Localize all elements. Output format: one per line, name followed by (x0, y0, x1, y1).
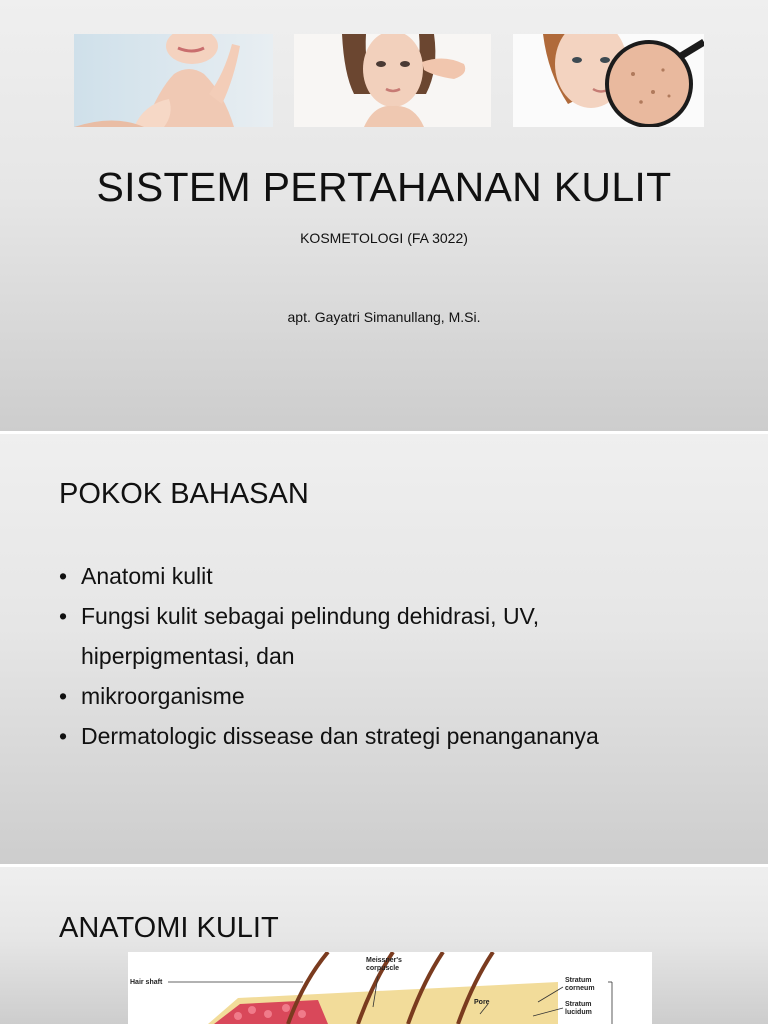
list-item-text: Dermatologic dissease dan strategi penangananya (81, 723, 599, 749)
label-stratum-lucidum-line1: Stratum (565, 1001, 592, 1008)
anatomy-slide (0, 867, 768, 1024)
label-stratum-lucidum-line2: lucidum (565, 1009, 592, 1016)
title-slide (0, 0, 768, 431)
list-item (59, 676, 739, 716)
bullet-icon: • (59, 603, 68, 629)
topics-slide (0, 434, 768, 864)
skin-anatomy-diagram (128, 952, 652, 1024)
label-meissner-line2: corpuscle (366, 965, 400, 972)
skin-care-photo-magnifier (513, 34, 704, 127)
slide-heading: ANATOMI KULIT (59, 912, 279, 944)
bullet-icon: • (59, 683, 68, 709)
list-item-text: mikroorganisme (81, 683, 245, 709)
list-item (59, 596, 739, 676)
label-stratum-corneum-line1: Stratum (565, 977, 592, 984)
list-item-text: Anatomi kulit (81, 563, 213, 589)
list-item-text-continued: hiperpigmentasi, dan (81, 643, 295, 669)
course-code: KOSMETOLOGI (FA 3022) (300, 230, 468, 246)
label-meissner-line1: Meissner's (366, 957, 402, 964)
author-name: apt. Gayatri Simanullang, M.Si. (287, 309, 481, 325)
list-item (59, 716, 739, 756)
label-pore: Pore (474, 999, 490, 1006)
label-stratum-corneum-line2: corneum (565, 985, 595, 992)
bullet-icon: • (59, 723, 68, 749)
label-hair-shaft: Hair shaft (130, 979, 163, 986)
skin-care-photo-peel (294, 34, 491, 127)
list-item (59, 556, 739, 596)
skin-care-photo-neck (74, 34, 273, 127)
topic-list (59, 556, 739, 756)
slide-heading: POKOK BAHASAN (59, 478, 309, 510)
presentation-title: SISTEM PERTAHANAN KULIT (96, 164, 672, 210)
list-item-text: Fungsi kulit sebagai pelindung dehidrasi, UV, (81, 603, 540, 629)
bullet-icon: • (59, 563, 68, 589)
